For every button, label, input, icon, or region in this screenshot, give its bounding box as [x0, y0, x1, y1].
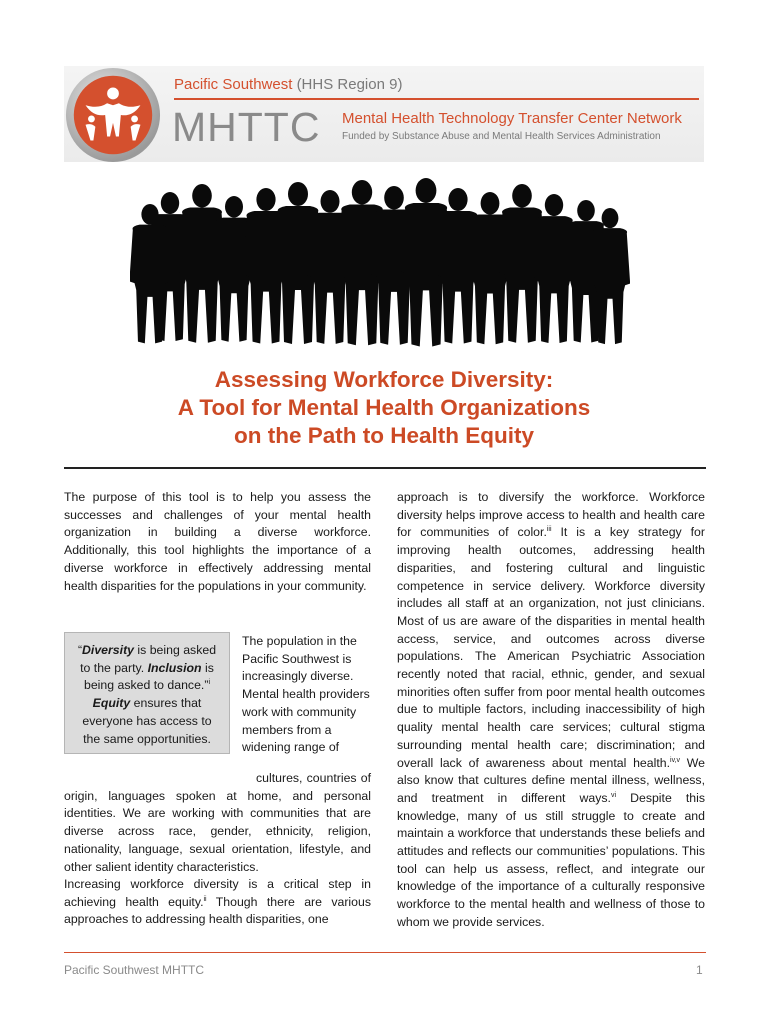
- equity-text-b: Though there are various approaches to addressing health disparities, one: [64, 894, 371, 927]
- quote-open: “: [77, 643, 83, 657]
- funded-by: Funded by Substance Abuse and Mental Health Services Administration: [342, 131, 661, 142]
- network-name: Mental Health Technology Transfer Center Network: [342, 110, 682, 127]
- quote-equity: Equity: [92, 696, 131, 711]
- page-number: 1: [696, 963, 703, 977]
- quote-text-2: is being asked to dance.”: [84, 660, 214, 693]
- population-paragraph: [64, 770, 371, 876]
- pop-line-3: increasingly diverse.: [242, 669, 354, 684]
- quote-text-3: ensures that everyone has access to the same opportunities.: [82, 696, 212, 746]
- footer-org: Pacific Southwest MHTTC: [64, 963, 205, 977]
- pop-line-5: work with community: [242, 704, 357, 719]
- quote-inclusion: Inclusion: [147, 660, 202, 675]
- right-text-d: Despite this knowledge, many of us still struggle to create and maintain a workforce that understands these beliefs and attitudes and reflects our communities’ populations. This tool can help us assess, reflect, and integrate our knowledge of the importance of a culturally responsive workforce to the mental health and wellness of those to whom we provide services.: [397, 790, 706, 929]
- right-text-b: It is a key strategy for improving health outcomes, addressing health disparities, and fostering cultural and linguistic competence in service delivery. Workforce diversity includes all staff at an organization, not just clinicians. Most of us are aware of the disparities in mental health access, service, and outcomes across diverse populations. The American Psychiatric Association recently noted that racial, ethnic, gender, and sexual minorities often suffer from poor mental health outcomes due to multiple factors, including inaccessibility of high quality mental health care services; cultural stigma surrounding mental health care; discrimination; and overall lack of awareness about mental health.: [397, 525, 705, 770]
- region-name: Pacific Southwest: [174, 76, 293, 93]
- equity-footnote: ii: [203, 895, 207, 903]
- quote-footnote: i: [208, 679, 210, 687]
- quote-text-1: is being asked to the party.: [80, 643, 217, 675]
- region-label: [174, 76, 402, 93]
- right-text-a: approach is to diversify the workforce. Workforce diversity helps improve access to health and health care for communities of color.: [397, 490, 705, 540]
- right-footnote-2: iv,v: [670, 756, 681, 764]
- right-footnote-3: vi: [610, 791, 617, 799]
- header-divider: [174, 98, 699, 100]
- equity-text-a: Increasing workforce diversity is a critical step in achieving health equity.: [64, 877, 371, 909]
- quote-diversity: Diversity: [82, 643, 134, 657]
- right-column-text: [397, 489, 705, 932]
- purpose-text: The purpose of this tool is to help you assess the successes and challenges of your mental health organization in building a diverse workforce. Additionally, this tool highlights the importance of a diverse workforce in effectively addressing mental health disparities for the populations in your community.: [64, 490, 371, 593]
- document-title: [64, 366, 704, 450]
- pop-line-6: members from a: [242, 722, 332, 737]
- title-line-1: Assessing Workforce Diversity:: [214, 367, 554, 392]
- mhttc-logo-icon: [64, 66, 162, 164]
- population-lines: [242, 633, 371, 757]
- mhttc-acronym: MHTTC: [172, 104, 321, 150]
- equity-text: [64, 876, 371, 929]
- equity-paragraph: [64, 876, 371, 929]
- crowd-silhouette-image: [130, 170, 630, 365]
- pop-line-7: widening range of: [242, 740, 340, 755]
- pop-line-1: The population in the: [242, 634, 357, 648]
- right-footnote-1: iii: [546, 526, 552, 534]
- pop-line-2: Pacific Southwest is: [242, 651, 352, 666]
- population-text: cultures, countries of origin, languages spoken at home, and personal identities. We are working with communities that are diverse across race, gender, ethnicity, religion, nationality, language, sexual orientation, lifestyle, and other salient identity characteristics.: [64, 771, 371, 874]
- right-text-c: We also know that cultures define mental illness, wellness, and treatment in different ways.: [397, 755, 706, 805]
- pop-line-4: Mental health providers: [242, 687, 370, 702]
- title-line-3: on the Path to Health Equity: [233, 423, 534, 448]
- footer-rule: [64, 952, 706, 953]
- title-rule: [64, 467, 706, 469]
- right-column: [397, 489, 705, 932]
- title-line-2: A Tool for Mental Health Organizations: [177, 395, 591, 420]
- region-paren: (HHS Region 9): [296, 76, 403, 93]
- diversity-quote-box: [64, 632, 230, 754]
- header-banner: [64, 66, 704, 162]
- intro-paragraph: [64, 489, 371, 595]
